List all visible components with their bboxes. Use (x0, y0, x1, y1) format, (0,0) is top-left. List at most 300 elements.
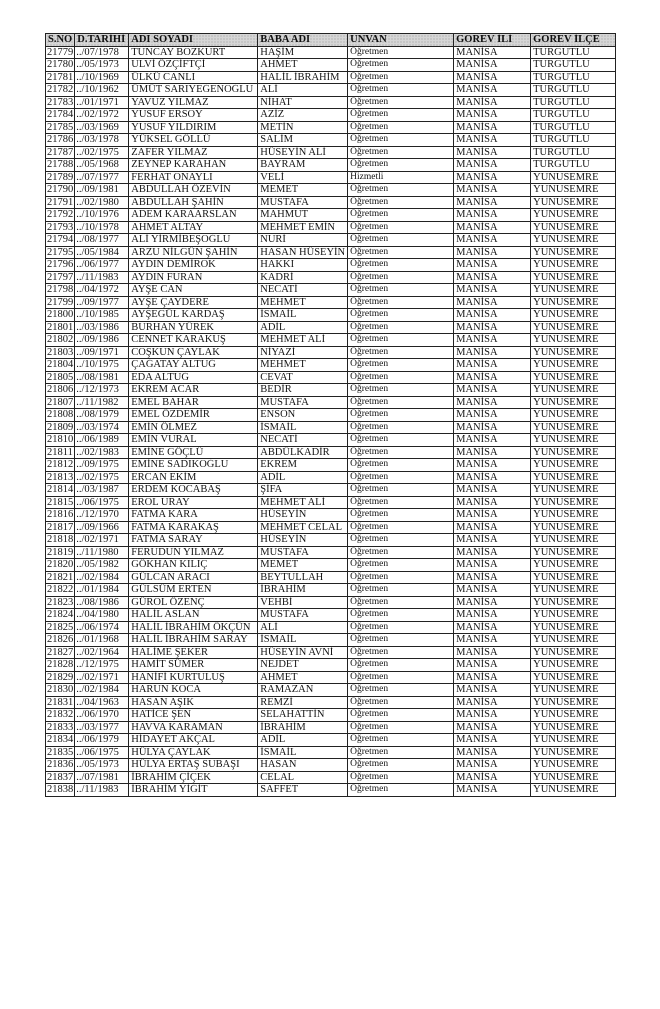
title-cell: Öğretmen (348, 184, 454, 197)
district-cell: YUNUSEMRE (531, 409, 616, 422)
full-name-cell: EDA ALTUĞ (129, 371, 258, 384)
full-name-cell: ALİ YİRMİBEŞOĞLU (129, 234, 258, 247)
full-name-cell: EMEL BAHAR (129, 396, 258, 409)
birth-date-cell: ../02/1984 (75, 571, 129, 584)
birth-date-cell: ../12/1970 (75, 509, 129, 522)
district-cell: YUNUSEMRE (531, 221, 616, 234)
title-cell: Öğretmen (348, 434, 454, 447)
table-row (46, 371, 616, 384)
province-cell: MANİSA (454, 646, 531, 659)
table-row (46, 609, 616, 622)
title-cell: Öğretmen (348, 534, 454, 547)
father-name-cell: AHMET (258, 671, 348, 684)
title-cell: Öğretmen (348, 209, 454, 222)
full-name-cell: FATMA KARAKAŞ (129, 521, 258, 534)
title-cell: Öğretmen (348, 221, 454, 234)
father-name-cell: MEMET (258, 559, 348, 572)
table-row (46, 409, 616, 422)
father-name-cell: HASAN (258, 759, 348, 772)
full-name-cell: AHMET ALTAY (129, 221, 258, 234)
sno-cell: 21838 (47, 784, 74, 796)
table-row (46, 546, 616, 559)
district-cell: TURGUTLU (531, 71, 616, 84)
title-cell: Öğretmen (348, 784, 454, 797)
header-birth-date: D.TARİHİ (75, 34, 129, 47)
table-row (46, 471, 616, 484)
title-cell: Öğretmen (348, 396, 454, 409)
district-cell: YUNUSEMRE (531, 621, 616, 634)
district-cell: YUNUSEMRE (531, 396, 616, 409)
father-name-cell: MUSTAFA (258, 396, 348, 409)
full-name-cell: EMİNE SADIKOĞLU (129, 459, 258, 472)
province-cell: MANİSA (454, 546, 531, 559)
title-cell: Öğretmen (348, 84, 454, 97)
father-name-cell: BEDİR (258, 384, 348, 397)
table-row (46, 96, 616, 109)
sno-cell: 21819 (47, 546, 74, 558)
birth-date-cell: ../10/1962 (75, 84, 129, 97)
district-cell: YUNUSEMRE (531, 584, 616, 597)
title-cell: Öğretmen (348, 646, 454, 659)
sno-cell: 21807 (47, 396, 74, 408)
full-name-cell: FERUDUN YILMAZ (129, 546, 258, 559)
title-cell: Öğretmen (348, 334, 454, 347)
sno-cell: 21786 (47, 134, 74, 146)
father-name-cell: ABDÜLKADİR (258, 446, 348, 459)
full-name-cell: ADEM KARAARSLAN (129, 209, 258, 222)
district-cell: TURGUTLU (531, 109, 616, 122)
header-district: GOREV İLÇE (531, 34, 616, 47)
province-cell: MANİSA (454, 671, 531, 684)
district-cell: YUNUSEMRE (531, 534, 616, 547)
full-name-cell: YAVUZ YILMAZ (129, 96, 258, 109)
table-row (46, 684, 616, 697)
district-cell: YUNUSEMRE (531, 759, 616, 772)
province-cell: MANİSA (454, 634, 531, 647)
district-cell: YUNUSEMRE (531, 296, 616, 309)
full-name-cell: TUNCAY BOZKURT (129, 46, 258, 59)
district-cell: YUNUSEMRE (531, 421, 616, 434)
province-cell: MANİSA (454, 96, 531, 109)
birth-date-cell: ../01/1968 (75, 634, 129, 647)
province-cell: MANİSA (454, 321, 531, 334)
sno-cell: 21822 (47, 584, 74, 596)
title-cell: Öğretmen (348, 734, 454, 747)
title-cell: Öğretmen (348, 346, 454, 359)
title-cell: Öğretmen (348, 296, 454, 309)
sno-cell: 21814 (47, 484, 74, 496)
table-row (46, 496, 616, 509)
father-name-cell: REMZİ (258, 696, 348, 709)
father-name-cell: CELAL (258, 771, 348, 784)
full-name-cell: HATİCE ŞEN (129, 709, 258, 722)
birth-date-cell: ../06/1977 (75, 259, 129, 272)
father-name-cell: RAMAZAN (258, 684, 348, 697)
father-name-cell: İSMAİL (258, 309, 348, 322)
district-cell: YUNUSEMRE (531, 646, 616, 659)
table-row (46, 321, 616, 334)
title-cell: Öğretmen (348, 146, 454, 159)
district-cell: YUNUSEMRE (531, 784, 616, 797)
father-name-cell: MUSTAFA (258, 196, 348, 209)
full-name-cell: HARUN KOCA (129, 684, 258, 697)
birth-date-cell: ../08/1981 (75, 371, 129, 384)
district-cell: YUNUSEMRE (531, 746, 616, 759)
table-row (46, 309, 616, 322)
birth-date-cell: ../07/1977 (75, 171, 129, 184)
sno-cell: 21793 (47, 221, 74, 233)
birth-date-cell: ../08/1977 (75, 234, 129, 247)
sno-cell: 21788 (47, 159, 74, 171)
table-row (46, 459, 616, 472)
father-name-cell: SELAHATTİN (258, 709, 348, 722)
sno-cell: 21809 (47, 421, 74, 433)
province-cell: MANİSA (454, 284, 531, 297)
father-name-cell: HALİL İBRAHİM (258, 71, 348, 84)
header-full-name: ADI SOYADI (129, 34, 258, 47)
table-row (46, 659, 616, 672)
district-cell: YUNUSEMRE (531, 434, 616, 447)
sno-cell: 21806 (47, 384, 74, 396)
province-cell: MANİSA (454, 434, 531, 447)
birth-date-cell: ../02/1975 (75, 146, 129, 159)
full-name-cell: HANİFİ KURTULUŞ (129, 671, 258, 684)
birth-date-cell: ../03/1974 (75, 421, 129, 434)
birth-date-cell: ../09/1981 (75, 184, 129, 197)
sno-cell: 21813 (47, 471, 74, 483)
province-cell: MANİSA (454, 709, 531, 722)
district-cell: YUNUSEMRE (531, 659, 616, 672)
father-name-cell: AZİZ (258, 109, 348, 122)
father-name-cell: SAFFET (258, 784, 348, 797)
document-page (45, 33, 616, 797)
full-name-cell: YUSUF YILDIRIM (129, 121, 258, 134)
sno-cell: 21829 (47, 671, 74, 683)
table-row (46, 634, 616, 647)
birth-date-cell: ../02/1983 (75, 446, 129, 459)
full-name-cell: YÜKSEL GÖLLÜ (129, 134, 258, 147)
full-name-cell: ERDEM KOCABAŞ (129, 484, 258, 497)
father-name-cell: ŞİFA (258, 484, 348, 497)
full-name-cell: GÖKHAN KILIÇ (129, 559, 258, 572)
father-name-cell: NURİ (258, 234, 348, 247)
sno-cell: 21794 (47, 234, 74, 246)
title-cell: Öğretmen (348, 509, 454, 522)
full-name-cell: FATMA KARA (129, 509, 258, 522)
father-name-cell: KADRİ (258, 271, 348, 284)
birth-date-cell: ../02/1964 (75, 646, 129, 659)
province-cell: MANİSA (454, 696, 531, 709)
table-row (46, 84, 616, 97)
full-name-cell: ÇAĞATAY ALTUĞ (129, 359, 258, 372)
birth-date-cell: ../10/1969 (75, 71, 129, 84)
table-row (46, 259, 616, 272)
father-name-cell: ADİL (258, 471, 348, 484)
birth-date-cell: ../10/1978 (75, 221, 129, 234)
birth-date-cell: ../11/1983 (75, 271, 129, 284)
father-name-cell: NİHAT (258, 96, 348, 109)
province-cell: MANİSA (454, 196, 531, 209)
father-name-cell: HÜSEYİN (258, 509, 348, 522)
sno-cell: 21804 (47, 359, 74, 371)
table-row (46, 709, 616, 722)
province-cell: MANİSA (454, 71, 531, 84)
father-name-cell: HASAN HÜSEYİN (258, 246, 348, 259)
province-cell: MANİSA (454, 259, 531, 272)
table-row (46, 671, 616, 684)
province-cell: MANİSA (454, 746, 531, 759)
full-name-cell: ABDULLAH ŞAHİN (129, 196, 258, 209)
district-cell: YUNUSEMRE (531, 634, 616, 647)
table-row (46, 159, 616, 172)
province-cell: MANİSA (454, 509, 531, 522)
district-cell: YUNUSEMRE (531, 596, 616, 609)
table-row (46, 109, 616, 122)
province-cell: MANİSA (454, 409, 531, 422)
district-cell: YUNUSEMRE (531, 209, 616, 222)
province-cell: MANİSA (454, 471, 531, 484)
sno-cell: 21833 (47, 721, 74, 733)
district-cell: YUNUSEMRE (531, 609, 616, 622)
province-cell: MANİSA (454, 521, 531, 534)
sno-cell: 21837 (47, 771, 74, 783)
province-cell: MANİSA (454, 459, 531, 472)
title-cell: Öğretmen (348, 759, 454, 772)
district-cell: YUNUSEMRE (531, 371, 616, 384)
father-name-cell: BEYTULLAH (258, 571, 348, 584)
father-name-cell: HAŞİM (258, 46, 348, 59)
sno-cell: 21802 (47, 334, 74, 346)
birth-date-cell: ../03/1978 (75, 134, 129, 147)
province-cell: MANİSA (454, 46, 531, 59)
sno-cell: 21816 (47, 509, 74, 521)
province-cell: MANİSA (454, 596, 531, 609)
sno-cell: 21823 (47, 596, 74, 608)
province-cell: MANİSA (454, 246, 531, 259)
title-cell: Öğretmen (348, 471, 454, 484)
district-cell: YUNUSEMRE (531, 259, 616, 272)
full-name-cell: AYŞEGÜL KARDAŞ (129, 309, 258, 322)
full-name-cell: GÜLSÜM ERTEN (129, 584, 258, 597)
sno-cell: 21803 (47, 346, 74, 358)
table-row (46, 746, 616, 759)
birth-date-cell: ../03/1969 (75, 121, 129, 134)
table-body (46, 46, 616, 796)
birth-date-cell: ../02/1980 (75, 196, 129, 209)
district-cell: YUNUSEMRE (531, 359, 616, 372)
sno-cell: 21817 (47, 521, 74, 533)
full-name-cell: AYŞE CAN (129, 284, 258, 297)
table-row (46, 71, 616, 84)
table-row (46, 246, 616, 259)
table-row (46, 334, 616, 347)
full-name-cell: EROL URAY (129, 496, 258, 509)
birth-date-cell: ../06/1970 (75, 709, 129, 722)
birth-date-cell: ../12/1975 (75, 659, 129, 672)
father-name-cell: CEVAT (258, 371, 348, 384)
father-name-cell: AHMET (258, 59, 348, 72)
sno-cell: 21783 (47, 96, 74, 108)
province-cell: MANİSA (454, 234, 531, 247)
full-name-cell: EMİN VURAL (129, 434, 258, 447)
sno-cell: 21820 (47, 559, 74, 571)
province-cell: MANİSA (454, 609, 531, 622)
province-cell: MANİSA (454, 371, 531, 384)
title-cell: Öğretmen (348, 584, 454, 597)
sno-cell: 21824 (47, 609, 74, 621)
title-cell: Öğretmen (348, 271, 454, 284)
father-name-cell: ENSON (258, 409, 348, 422)
sno-cell: 21830 (47, 684, 74, 696)
province-cell: MANİSA (454, 496, 531, 509)
table-row (46, 596, 616, 609)
sno-cell: 21782 (47, 84, 74, 96)
full-name-cell: EMEL ÖZDEMİR (129, 409, 258, 422)
father-name-cell: METİN (258, 121, 348, 134)
full-name-cell: YUSUF ERSOY (129, 109, 258, 122)
full-name-cell: AYDIN FURAN (129, 271, 258, 284)
title-cell: Öğretmen (348, 246, 454, 259)
district-cell: TURGUTLU (531, 84, 616, 97)
table-row (46, 534, 616, 547)
full-name-cell: COŞKUN ÇAYLAK (129, 346, 258, 359)
full-name-cell: FERHAT ONAYLI (129, 171, 258, 184)
province-cell: MANİSA (454, 684, 531, 697)
title-cell: Öğretmen (348, 659, 454, 672)
father-name-cell: İBRAHİM (258, 721, 348, 734)
birth-date-cell: ../03/1986 (75, 321, 129, 334)
province-cell: MANİSA (454, 296, 531, 309)
table-row (46, 234, 616, 247)
title-cell: Öğretmen (348, 609, 454, 622)
sno-cell: 21779 (47, 46, 74, 58)
sno-cell: 21799 (47, 296, 74, 308)
province-cell: MANİSA (454, 171, 531, 184)
district-cell: YUNUSEMRE (531, 559, 616, 572)
province-cell: MANİSA (454, 84, 531, 97)
birth-date-cell: ../09/1986 (75, 334, 129, 347)
province-cell: MANİSA (454, 659, 531, 672)
title-cell: Öğretmen (348, 259, 454, 272)
sno-cell: 21797 (47, 271, 74, 283)
table-row (46, 296, 616, 309)
title-cell: Öğretmen (348, 634, 454, 647)
sno-cell: 21815 (47, 496, 74, 508)
district-cell: YUNUSEMRE (531, 334, 616, 347)
district-cell: TURGUTLU (531, 59, 616, 72)
table-row (46, 284, 616, 297)
full-name-cell: ARZU NİLGÜN ŞAHİN (129, 246, 258, 259)
full-name-cell: HÜLYA ERTAŞ SUBAŞI (129, 759, 258, 772)
birth-date-cell: ../11/1983 (75, 784, 129, 797)
district-cell: YUNUSEMRE (531, 234, 616, 247)
district-cell: TURGUTLU (531, 96, 616, 109)
full-name-cell: İBRAHİM ÇİÇEK (129, 771, 258, 784)
province-cell: MANİSA (454, 734, 531, 747)
sno-cell: 21811 (47, 446, 73, 458)
birth-date-cell: ../11/1982 (75, 396, 129, 409)
full-name-cell: HALİME ŞEKER (129, 646, 258, 659)
father-name-cell: MEHMET ALİ (258, 496, 348, 509)
title-cell: Öğretmen (348, 196, 454, 209)
father-name-cell: MAHMUT (258, 209, 348, 222)
table-row (46, 421, 616, 434)
father-name-cell: İSMAİL (258, 746, 348, 759)
full-name-cell: HASAN AŞIK (129, 696, 258, 709)
province-cell: MANİSA (454, 484, 531, 497)
full-name-cell: HİDAYET AKÇAL (129, 734, 258, 747)
sno-cell: 21831 (47, 696, 74, 708)
table-row (46, 484, 616, 497)
full-name-cell: ÜLKÜ CANLI (129, 71, 258, 84)
father-name-cell: MUSTAFA (258, 609, 348, 622)
sno-cell: 21792 (47, 209, 74, 221)
province-cell: MANİSA (454, 334, 531, 347)
father-name-cell: İSMAİL (258, 421, 348, 434)
table-row (46, 121, 616, 134)
table-row (46, 271, 616, 284)
district-cell: YUNUSEMRE (531, 709, 616, 722)
birth-date-cell: ../06/1979 (75, 734, 129, 747)
district-cell: TURGUTLU (531, 134, 616, 147)
full-name-cell: HALİL İBRAHİM ÖKÇÜN (129, 621, 258, 634)
title-cell: Öğretmen (348, 596, 454, 609)
sno-cell: 21781 (47, 71, 74, 83)
full-name-cell: HALİL ASLAN (129, 609, 258, 622)
title-cell: Öğretmen (348, 309, 454, 322)
title-cell: Hizmetli (348, 171, 454, 184)
sno-cell: 21834 (47, 734, 74, 746)
table-row (46, 646, 616, 659)
title-cell: Öğretmen (348, 96, 454, 109)
father-name-cell: HÜSEYİN AVNİ (258, 646, 348, 659)
father-name-cell: MEHMET ALİ (258, 334, 348, 347)
district-cell: YUNUSEMRE (531, 484, 616, 497)
personnel-table (45, 33, 616, 797)
sno-cell: 21785 (47, 121, 74, 133)
sno-cell: 21791 (47, 196, 74, 208)
district-cell: TURGUTLU (531, 121, 616, 134)
birth-date-cell: ../01/1984 (75, 584, 129, 597)
table-header-row (46, 34, 616, 47)
table-row (46, 584, 616, 597)
birth-date-cell: ../05/1982 (75, 559, 129, 572)
table-row (46, 721, 616, 734)
province-cell: MANİSA (454, 384, 531, 397)
sno-cell: 21784 (47, 109, 74, 121)
district-cell: TURGUTLU (531, 46, 616, 59)
province-cell: MANİSA (454, 396, 531, 409)
title-cell: Öğretmen (348, 134, 454, 147)
province-cell: MANİSA (454, 271, 531, 284)
sno-cell: 21836 (47, 759, 74, 771)
province-cell: MANİSA (454, 759, 531, 772)
full-name-cell: AYŞE ÇAYDERE (129, 296, 258, 309)
father-name-cell: HAKKI (258, 259, 348, 272)
title-cell: Öğretmen (348, 709, 454, 722)
birth-date-cell: ../05/1973 (75, 59, 129, 72)
title-cell: Öğretmen (348, 696, 454, 709)
father-name-cell: ALİ (258, 621, 348, 634)
table-row (46, 559, 616, 572)
province-cell: MANİSA (454, 146, 531, 159)
table-row (46, 571, 616, 584)
birth-date-cell: ../06/1989 (75, 434, 129, 447)
table-row (46, 184, 616, 197)
sno-cell: 21818 (47, 534, 74, 546)
table-row (46, 59, 616, 72)
full-name-cell: FATMA SARAY (129, 534, 258, 547)
